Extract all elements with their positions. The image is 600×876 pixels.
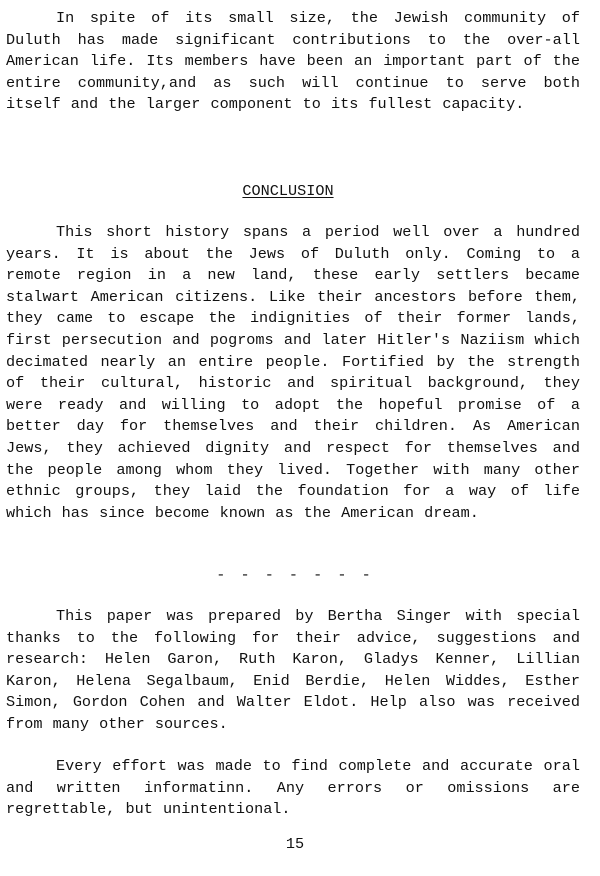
acknowledgement-paragraph: This paper was prepared by Bertha Singer with special thanks to the following for their advice, suggestions and research: Helen Garon, Ruth Karon, Gladys Kenner, Lillian Karon, Helena Segalbaum, Enid Berdie, Helen Widdes, Esther Simon, Gordon Cohen and Walter Eldot. Help also was received from many other sources.	[6, 607, 580, 733]
page-number: 15	[285, 835, 305, 853]
accuracy-paragraph: Every effort was made to find complete and accurate oral and written informatinn. Any errors or omissions are regrettable, but unintentional.	[6, 757, 580, 819]
conclusion-paragraph: This short history spans a period well over a hundred years. It is about the Jews of Duluth only. Coming to a remote region in a new land, these early settlers became stalwart American citizens. Like their ancestors before them, they came to escape the indignities of their former lands, first persecution and pogroms and later Hitler's Naziism which decimated nearly an entire people. Fortified by the strength of their cultural, historic and spiritual background, they were ready and willing to adopt the hopeful promise of a better day for themselves and their children. As American Jews, they achieved dignity and respect for themselves and the people among whom they lived. Together with many other ethnic groups, they laid the foundation for a way of life which has since become known as the American dream.	[6, 223, 580, 522]
section-divider: - - - - - - -	[216, 566, 374, 584]
conclusion-heading: CONCLUSION	[242, 182, 334, 200]
intro-paragraph: In spite of its small size, the Jewish community of Duluth has made significant contributions to the over-all American life. Its members have been an important part of the entire community,and as such will continue to serve both itself and the larger component to its fullest capacity.	[6, 9, 580, 114]
